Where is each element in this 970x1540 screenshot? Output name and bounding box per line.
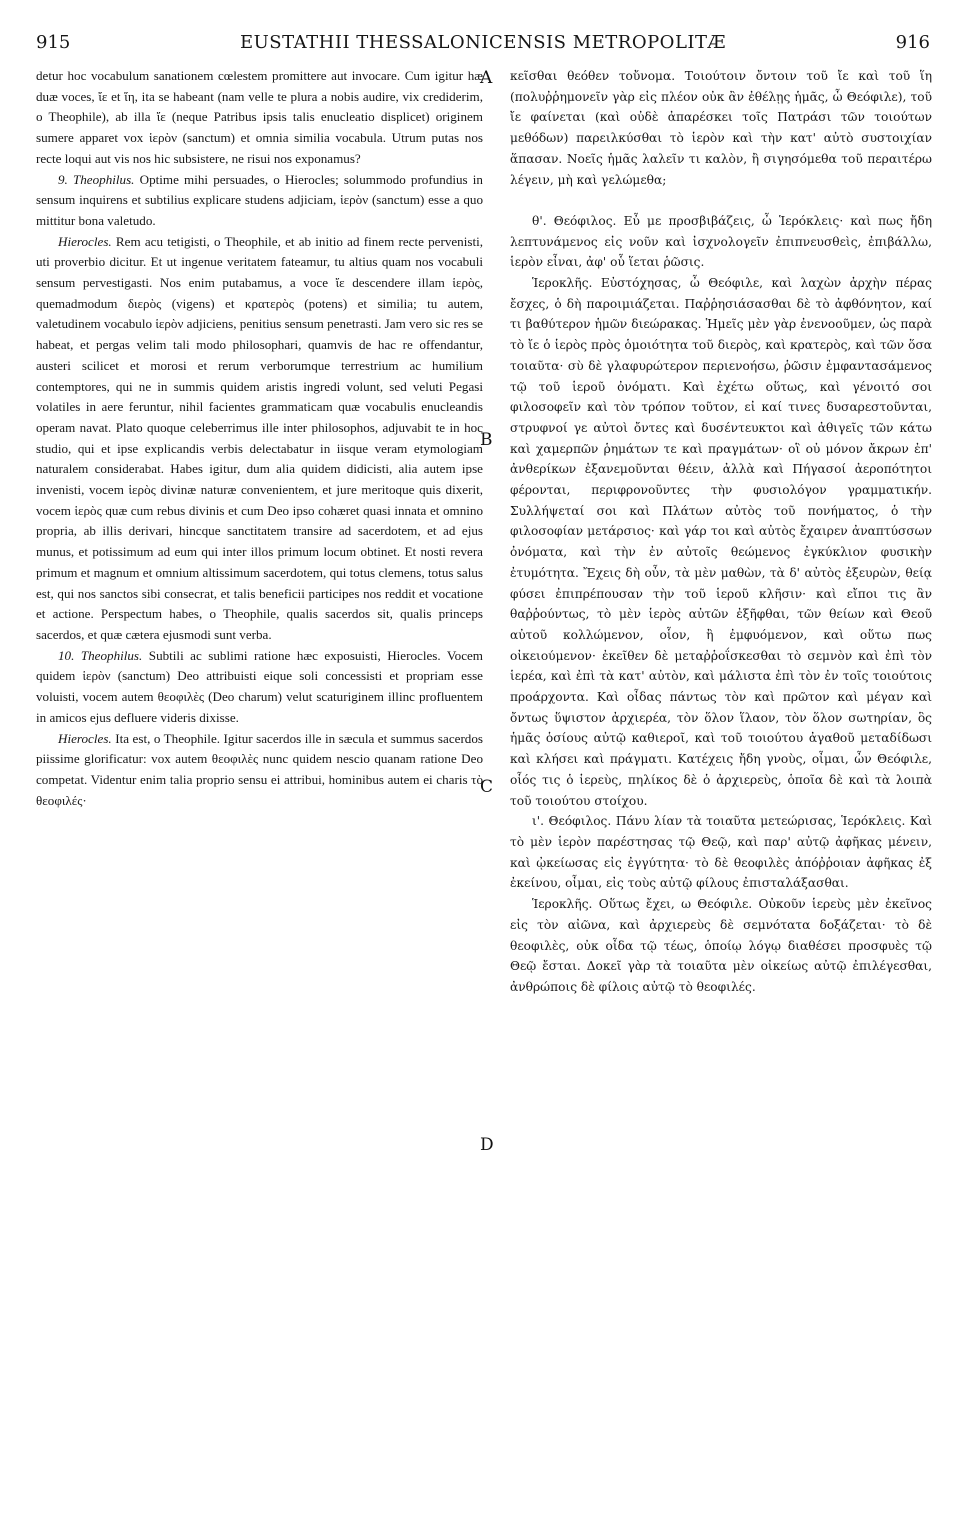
running-title: EUSTATHII THESSALONICENSIS METROPOLITÆ: [239, 32, 727, 53]
greek-text: Πάνυ λίαν τὰ τοιαῦτα μετεώρισας, Ἱερόκλεις. Καὶ τὸ μὲν ἱερὸν παρέστησας τῷ Θεῷ, καὶ παρ' αὐτῷ ἀφῆκας μένειν, καὶ ᾠκείωσας εἰς ἐγγύτητα· τὸ δὲ θεοφιλὲς ἀπόῤῥοιαν ἀφῆκας ἐξ ἐκείνου, οἶμαι, εἰς τοὺς αὐτῷ φίλους ἐπισταλάξασθαι.: [510, 814, 933, 891]
latin-paragraph: [36, 170, 483, 232]
margin-marker-c: C: [480, 777, 494, 797]
speaker-label: Ἱεροκλῆς.: [532, 276, 593, 291]
greek-paragraph: [510, 211, 932, 273]
margin-marker-d: D: [480, 1135, 494, 1155]
speaker-label: 10. Theophilus.: [58, 647, 143, 663]
speaker-label: 9. Theophilus.: [58, 171, 135, 187]
latin-text: Ita est, o Theophile. Igitur sacerdos ille in sæcula et summus sacerdos piissime glorificatur: vox autem θεοφιλὲς nunc quidem nescio quanam ratione Deo competat. Videntur enim talia proprio sensu ei attribui, hominibus autem ei charis τὸ θεοφιλές·: [36, 730, 483, 808]
greek-text: Οὕτως ἔχει, ω Θεόφιλε. Οὐκοῦν ἱερεὺς μὲν ἐκεῖνος εἰς τὸν αἰῶνα, καὶ ἀρχιερεὺς δὲ σεμνότατα δοξάζεται· τὸ δὲ θεοφιλὲς, οὐκ οἶδα τῷ τέως, ὁποίῳ λόγῳ διαθέσει προσφυὲς τῷ Θεῷ ἔσται. Δοκεῖ γὰρ τὰ τοιαῦτα μὲν οἰκείως αὐτῷ ἐπιλέγεσθαι, ἀνθρώποις δὲ φίλοις αὐτῷ τὸ θεοφιλές.: [510, 897, 932, 994]
page-header: [36, 28, 930, 64]
speaker-label: Hierocles.: [58, 730, 112, 746]
greek-paragraph: [510, 811, 932, 894]
latin-paragraph: [36, 729, 483, 812]
latin-paragraph: [36, 646, 483, 729]
margin-marker-a: A: [480, 68, 493, 88]
latin-text: Subtili ac sublimi ratione hæc exposuisti, Hierocles. Vocem quidem ἱερὸν (sanctum) Deo attribuisti eique soli concessisti et propriam esse voluisti, vocem autem θεοφιλὲς (Deo charum) velut scaturiginem illinc profluentem in amicos ejus defluere videris dixisse.: [36, 647, 483, 725]
latin-paragraph: [36, 232, 483, 646]
margin-marker-b: B: [480, 430, 493, 450]
latin-column: [36, 66, 483, 811]
page-number-left: 915: [36, 32, 71, 53]
speaker-label: ι'. Θεόφιλος.: [532, 814, 612, 829]
greek-paragraph: [510, 273, 932, 811]
greek-paragraph: κεῖσθαι θεόθεν τοὔνομα. Τοιούτοιν ὄντοιν τοῦ ἴε καὶ τοῦ ἵη (πολυῤῥημονεῖν γὰρ εἰς πλέον οὐκ ἂν ἐθέλῃς ἡμᾶς, ὦ Θεόφιλε), τοῦ ἴε φαίνεται (καὶ οὐδὲ ἀπαρέσκει τοῖς Πατράσι τῶν τοιούτων μεθόδων) παρειλκύσθαι τὸ ἱερὸν καὶ τὴν κατ' αὐτὸ συστοιχίαν ἅπασαν. Νοεῖς ἡμᾶς λαλεῖν τι καλὸν, ἢ σιγησόμεθα τοῦ περαιτέρω λέγειν, μὴ καὶ γελώμεθα;: [510, 69, 932, 187]
greek-column: [510, 66, 932, 998]
speaker-label: Ἱεροκλῆς.: [532, 897, 593, 912]
speaker-label: Hierocles.: [58, 233, 112, 249]
greek-paragraph: [510, 894, 932, 998]
latin-text: Optime mihi persuades, o Hierocles; solummodo profundius in sensum inquirens et subtilius explicare studens adjiciam, ἱερὸν (sanctum) esse a quo mittitur bona valetudo.: [36, 171, 483, 228]
speaker-label: θ'. Θεόφιλος.: [532, 213, 617, 228]
greek-text: Εὐστόχησας, ὦ Θεόφιλε, καὶ λαχὼν ἀρχὴν πέρας ἔσχες, ὁ δὴ παροιμιάζεται. Παῤῥησιάσασθαι δὲ τὸ ἀφθόνητον, καί τι βαθύτερον ἡμῶν διεώρακας. Ἡμεῖς μὲν γὰρ ἐνενοοῦμεν, ὡς παρὰ τὸ ἴε ὁ ἱερὸς πρὸς ὁμοιότητα τοῦ διερὸς, καὶ κρατερὸς, καὶ τῶν ὅσα τοιαῦτα· σὺ δὲ γλαφυρώτερον περιενοήσω, ῥῶσιν ἐμφαντασάμενος τῷ τοῦ ἱεροῦ ὀνόματι. Καὶ ἐχέτω οὕτως, καὶ γένοιτό σοι φιλοσοφεῖν καὶ τὸν τρόπον τοῦτον, εἰ καί τινες δυσαρεστοῦνται, στρυφνοί γε αὐτοὶ ὄντες καὶ δυσέντευκτοι καὶ ἀθιγεῖς τῶν κάτω καὶ χαμερπῶν ῥημάτων τε καὶ πραγμάτων· οἳ οὐ μόνον ἄκρων ἐπ' ἀνθερίκων ἐξανεμοῦνται θέειν, ἀλλὰ καὶ Πήγασοί ἀεροπότητοι φέρονται, περιφρονοῦντες τὴν φυσιολόγον γραμματικήν. Συλλήψεταί σοι καὶ Πλάτων αὐτὸς τοῦ πονήματος, ὁ τὴν φιλοσοφίαν μετάρσιος· καὶ γάρ τοι καὶ αὐτὸς ἔχαιρεν ἀναπτύσσων ὀνόματα, καὶ τὴν ἐν αὐτοῖς θεώμενος ἐγκύκλιον φυσικὴν ἐτυμότητα. Ἔχεις δὴ οὖν, τὰ μὲν μαθὼν, τὰ δ' αὐτὸς ἐξευρὼν, θείᾳ φύσει ἐπιπρέπουσαν τὴν τοῦ ἱεροῦ κλῆσιν· καὶ εἴποι τις ἂν θαῤῥούντως, τὸ μὲν ἱερὸς αὐτῶν ἐξῆφθαι, τῶν θείων καὶ Θεοῦ αὐτοῦ κολλώμενον, οἷον, ἢ ἐμφυόμενον, καὶ οὕτω πως οἰκειούμενον· ἐκεῖθεν δὲ μεταῤῥοΐσκεσθαι τὸ σεμνὸν καὶ ἐπὶ τὸν ἱερέα, καὶ ἐπὶ τὰ κατ' αὐτὸν, καὶ μάλιστα ἐπὶ τὸν ἐν τοῖς τοιούτοις προάρχοντα. Καὶ οἶδας πάντως τὸν καὶ πρῶτον καὶ μέγαν καὶ ὄντως ὕψιστον ἀρχιερέα, τὸν ὅλον ἵλαον, τὸν ὅλον σωτηρίαν, ὃς ἡμᾶς ὁσίους αὐτῷ καθιεροῖ, καὶ τοῦ τοιούτου ἀγαθοῦ μεταδίδωσι καὶ κλήσει καὶ πράγματι. Κατέχεις ἤδη γνοὺς, οἶμαι, ὦν Θεόφιλε, οἷός τις ὁ ἱερεὺς, πηλίκος δὲ ὁ ἀρχιερεὺς, ὁποῖα δὲ καὶ τὰ λοιπὰ τοῦ τοιούτου στοίχου.: [510, 276, 932, 808]
latin-text: Rem acu tetigisti, o Theophile, et ab initio ad finem recte pervenisti, uti proverbio dicitur. Et ut ingenue veritatem fateamur, tu altius quam nos vocabuli sensum pervestigasti. Nos enim putabamus, a voce ἴε descendere illam ἱερὸς, quemadmodum διερὸς (vigens) et κρατερὸς (potens) et similia; tu autem, valetudinem vocabulo ἱερὸν adjiciens, penitius sensum penetrasti. Jam vero sic res se habeat, et pergas velim tali modo philosophari, quamvis de hac re offendantur, austeri scilicet et morosi et rerum verborumque terrestrium ac humilium contemptores, qui ne in summis quidem aristis ingredi volunt, sed veluti Pegasi volatiles in aere feruntur, nihil facientes grammaticam quæ vocabulis enucleandis operam navat. Plato quoque celeberrimus ille inter philosophos, adjuvabit te in hoc studio, qui et ipse explicandis verbis delectabatur in iisque veram etymologiam naturalem considerabat. Habes igitur, dum alia quidem didicisti, alia autem ipse invenisti, vocem ἱερὸς divinæ naturæ convenientem, et jure meritoque quis dixerit, vocem ἱερὸς quæ cum rebus divinis et cum Deo ipso cohæret quasi innata et omnino propria, ab illis derivari, hincque sanctitatem transire ad sacerdotem, et ad ejus munus, et potissimum ad eum qui inter illos primum locum obtinet. Et nosti revera primum et magnum et omnium altissimum sacerdotem, qui totus clemens, totus salus est, qui nos sanctos sibi consecrat, et talis beneficii participes nos reddit et vocatione et actione. Perspectum habes, o Theophile, qualis sacerdos sit, qualis princeps sacerdos, et quæ cætera ejusmodi sunt verba.: [36, 233, 484, 642]
page-number-right: 916: [895, 32, 930, 53]
greek-text: Εὖ με προσβιβάζεις, ὦ Ἱερόκλεις· καὶ πως ἤδη λεπτυνάμενος εἰς νοῦν καὶ ἰσχνολογεῖν ἐπιπνευσθεὶς, ἐπιβάλλω, ἱερὸν εἶναι, ἀφ' οὗ ἵεται ῥῶσις.: [510, 213, 932, 270]
latin-paragraph: detur hoc vocabulum sanationem cœlestem promittere aut invocare. Cum igitur hæ duæ voces, ἴε et ἵη, ita se habeant (nam velle te plura a nobis audire, vix crediderim, o Theophile), ab illa ἴε (neque Patribus ipsis talis enucleatio displicet) originem sumere apparet vox ἱερὸν (sanctum) et omnia similia vocabula. Utrum putas nos recte loqui aut vis nos hic subsistere, ne risui nos exponamus?: [36, 68, 483, 166]
